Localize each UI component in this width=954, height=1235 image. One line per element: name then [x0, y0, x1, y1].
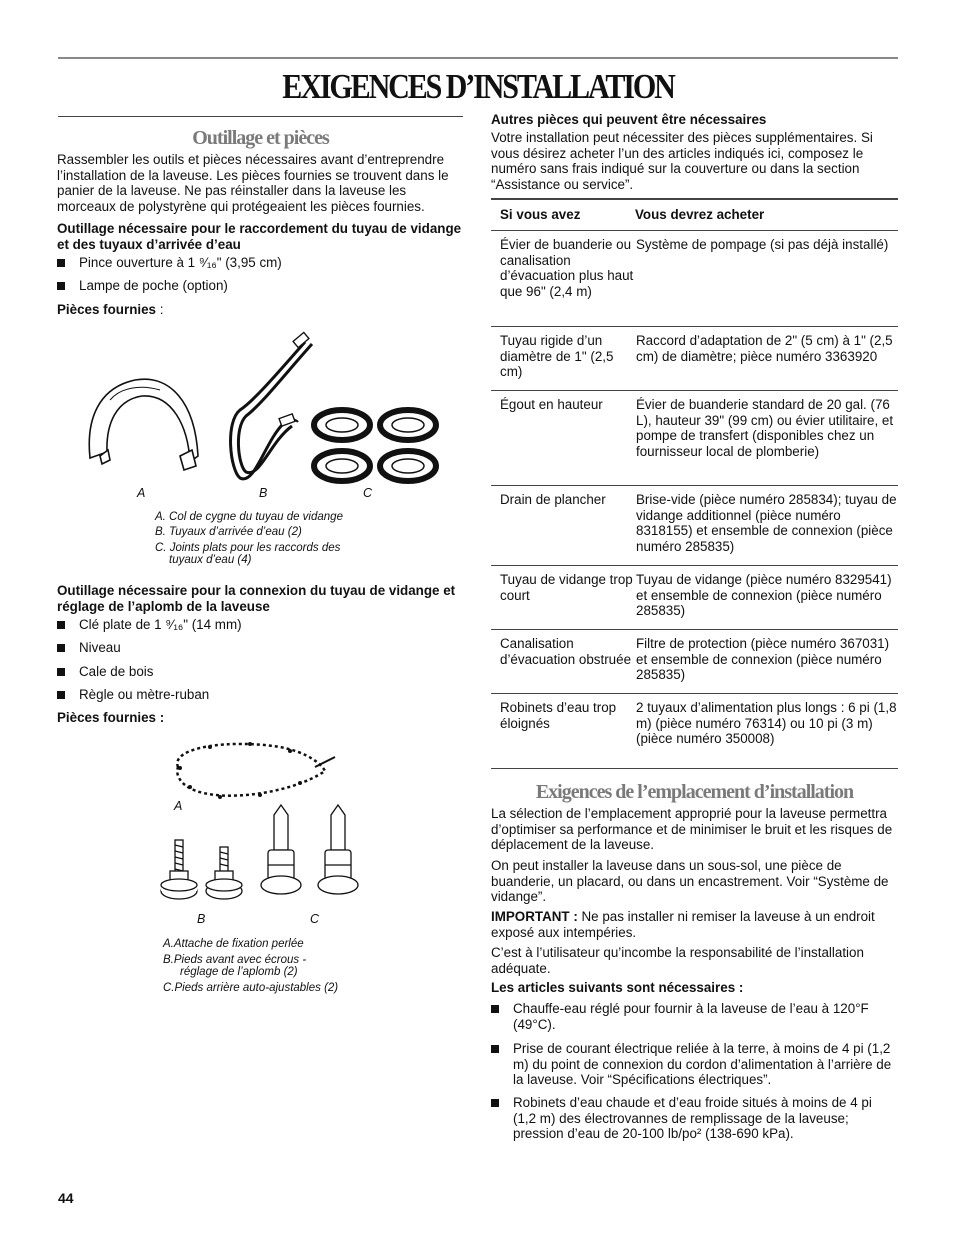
tools1-heading: Outillage nécessaire pour le raccordement du tuyau de vidange et des tuyaux d’arrivée d’eau — [57, 221, 462, 252]
fig2-caption: réglage de l’aplomb (2) — [180, 966, 298, 978]
important-note — [491, 909, 898, 940]
page-number: 44 — [58, 1190, 74, 1206]
beaded-strap-illustration — [177, 742, 335, 799]
fig1-caption: A. Col de cygne du tuyau de vidange — [155, 511, 343, 523]
table-header-row — [491, 199, 898, 231]
important-text: Ne pas installer ni remiser la laveuse à un endroit exposé aux intempéries. — [491, 909, 875, 940]
table-row — [491, 327, 898, 391]
table-row — [491, 694, 898, 769]
requirements-heading: Les articles suivants sont nécessaires : — [491, 980, 744, 995]
table-cell: Raccord d’adaptation de 2" (5 cm) à 1" (2,5 cm) de diamètre; pièce numéro 3363920 — [635, 327, 898, 391]
table-cell: Système de pompage (si pas déjà installé) — [635, 231, 898, 327]
tools2-heading: Outillage nécessaire pour la connexion du tuyau de vidange et réglage de l’aplomb de la laveuse — [57, 583, 456, 614]
table-row — [491, 486, 898, 566]
other-parts-heading: Autres pièces qui peuvent être nécessaires — [491, 112, 767, 127]
location-p1: La sélection de l’emplacement approprié pour la laveuse permettra d’optimiser sa performance et de minimiser le bruit et les risques de déplacement de la laveuse. — [491, 806, 893, 853]
table-row — [491, 630, 898, 694]
flat-washers-illustration — [314, 410, 436, 481]
table-row — [491, 231, 898, 327]
other-parts-text: Votre installation peut nécessiter des pièces supplémentaires. Si vous désirez acheter l’un des articles indiqués ici, composez le numéro sans frais indiqué sur la couverture ou dans la section “Assistance ou service”. — [491, 130, 873, 192]
fig2-label-a: A — [174, 799, 183, 813]
parts2-label: Pièces fournies : — [57, 710, 165, 725]
table-header: Si vous avez — [491, 199, 635, 231]
table-cell: Évier de buanderie standard de 20 gal. (76 L), hauteur 39" (99 cm) ou évier utilitaire, et pompe de transfert (disponibles chez un fournisseur local de plomberie) — [635, 391, 898, 486]
table-header: Vous devrez acheter — [635, 199, 898, 231]
tools2-item: Clé plate de 1 ⁹⁄₁₆" (14 mm) — [57, 617, 242, 633]
requirement-item: Robinets d’eau chaude et d’eau froide situés à moins de 4 pi (1,2 m) des électrovannes de remplissage de la laveuse; pression d’eau de 20-100 lb/po² (138-690 kPa). — [491, 1095, 898, 1142]
table-cell: Égout en hauteur — [491, 391, 635, 486]
tools1-item: Lampe de poche (option) — [57, 278, 228, 294]
fig2-label-b: B — [197, 912, 206, 926]
location-p2: On peut installer la laveuse dans un sous-sol, une pièce de buanderie, un placard, ou dans un encastrement. Voir “Système de vidange”. — [491, 858, 889, 905]
table-cell: Tuyau de vidange trop court — [491, 566, 635, 630]
fig2-caption: A.Attache de fixation perlée — [163, 938, 304, 950]
table-cell: Tuyau rigide d’un diamètre de 1" (2,5 cm) — [491, 327, 635, 391]
tools1-item: Pince ouverture à 1 ⁹⁄₁₆" (3,95 cm) — [57, 255, 282, 271]
parts1-line — [57, 302, 163, 318]
fig2-caption: B.Pieds avant avec écrous - — [163, 954, 307, 966]
table-cell: Tuyau de vidange (pièce numéro 8329541) et ensemble de connexion (pièce numéro 285835) — [635, 566, 898, 630]
table-cell: Canalisation d’évacuation obstruée — [491, 630, 635, 694]
inlet-hoses-illustration — [231, 332, 312, 478]
parts-table — [491, 199, 898, 769]
fig1-label-a: A — [137, 486, 146, 500]
table-cell: Drain de plancher — [491, 486, 635, 566]
table-cell: 2 tuyaux d’alimentation plus longs : 6 pi (1,8 m) (pièce numéro 76314) ou 10 pi (3 m) (pièce numéro 350008) — [635, 694, 898, 769]
front-feet-illustration — [161, 840, 242, 899]
table-cell: Filtre de protection (pièce numéro 367031) et ensemble de connexion (pièce numéro 285835) — [635, 630, 898, 694]
table-cell: Brise-vide (pièce numéro 285834); tuyau de vidange additionnel (pièce numéro 8318155) et ensemble de connexion (pièce numéro 285835) — [635, 486, 898, 566]
fig2-label-c: C — [310, 912, 320, 926]
parts1-suffix: : — [156, 302, 164, 317]
requirement-item: Chauffe-eau réglé pour fournir à la laveuse de l’eau à 120°F (49°C). — [491, 1001, 898, 1032]
top-rule — [58, 57, 898, 59]
tools2-item: Niveau — [57, 640, 121, 656]
figure-supplied-parts-1 — [80, 330, 440, 490]
tools-intro: Rassembler les outils et pièces nécessaires avant d’entreprendre l’installation de la laveuse. Les pièces fournies se trouvent dans le panier de la laveuse. Ne pas réinstaller dans la laveuse les morceaux de polystyrène qui protégeaient les pièces fournies. — [57, 152, 449, 214]
title-underline-left — [58, 116, 463, 117]
fig1-caption: B. Tuyaux d’arrivée d’eau (2) — [155, 526, 302, 538]
figure-supplied-parts-2 — [150, 735, 380, 910]
drain-hose-hook-illustration — [89, 379, 198, 470]
table-cell: Évier de buanderie ou canalisation d’évacuation plus haut que 96" (2,4 m) — [491, 231, 635, 327]
page-title: EXIGENCES D’INSTALLATION — [282, 67, 674, 106]
tools2-item: Cale de bois — [57, 664, 153, 680]
requirement-item: Prise de courant électrique reliée à la terre, à moins de 4 pi (1,2 m) du point de connexion du cordon d’alimentation à l’arrière de la laveuse. Voir “Spécifications électriques”. — [491, 1041, 898, 1088]
parts1-label: Pièces fournies — [57, 302, 156, 317]
fig1-label-c: C — [363, 486, 373, 500]
section-title-location: Exigences de l’emplacement d’installation — [535, 781, 854, 803]
fig1-caption: C. Joints plats pour les raccords des — [155, 542, 341, 554]
rear-feet-illustration — [261, 805, 358, 894]
location-p3: C’est à l’utilisateur qu’incombe la responsabilité de l’installation adéquate. — [491, 945, 864, 976]
table-row — [491, 566, 898, 630]
fig2-caption: C.Pieds arrière auto-ajustables (2) — [163, 982, 339, 994]
fig1-label-b: B — [259, 486, 268, 500]
fig1-caption: tuyaux d’eau (4) — [169, 554, 252, 566]
important-label: IMPORTANT : — [491, 909, 578, 924]
table-cell: Robinets d’eau trop éloignés — [491, 694, 635, 769]
tools2-item: Règle ou mètre-ruban — [57, 687, 209, 703]
table-row — [491, 391, 898, 486]
section-title-tools: Outillage et pièces — [192, 127, 329, 149]
